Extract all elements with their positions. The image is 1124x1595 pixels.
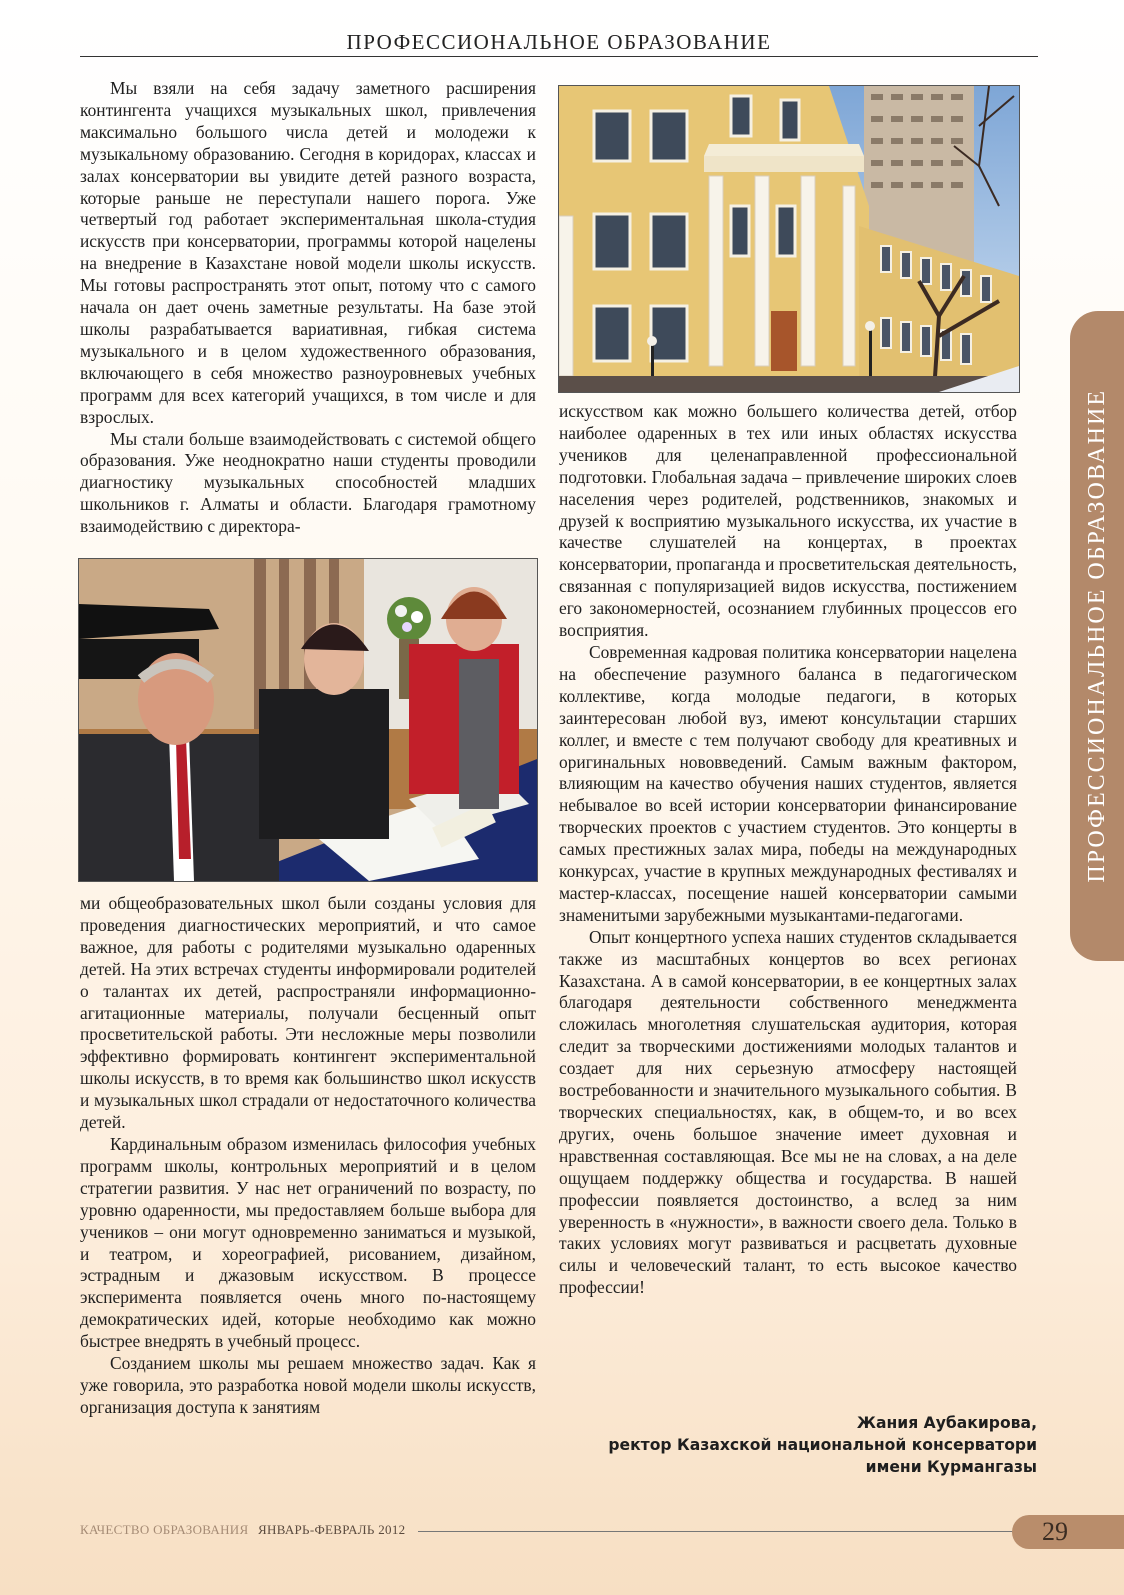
building-illustration xyxy=(559,86,1019,392)
page-number-tab xyxy=(1012,1515,1124,1549)
header-rule xyxy=(80,56,1038,57)
paragraph: Созданием школы мы решаем множество задач. Как я уже говорила, это разработка новой модели школы искусств, организация доступа к занятиям xyxy=(80,1353,536,1417)
paragraph: Опыт концертного успеха наших студентов складывается также из масштабных концертов во всех регионах Казахстана. А в самой консерватории, в ее концертных залах благодаря деятельности собственного менеджмента сложилась многолетняя слушательская аудитория, которая следит за творческими достижениями молодых талантов и создает для них серьезную атмосферу настоящей востребованности и значительного музыкального события. В творческих специальностях, как, в общем-то, и во всех других, очень большое значение имеет духовная и нравственная составляющая. Все мы не на словах, а на деле ощущаем поддержку общества и государства. В нашей профессии появляется достоинство, а вслед за ним уверенность в «нужности», в важности своего дела. Только в таких условиях могут развиваться и расцветать духовные силы и человеческий талант, то есть высокое качество профессии! xyxy=(559,926,1017,1298)
right-column xyxy=(559,401,1017,1299)
author-name: Жания Аубакирова, xyxy=(856,1414,1037,1432)
footer-magazine xyxy=(80,1522,405,1538)
footer-rule xyxy=(418,1531,1018,1532)
conservatory-building-photo xyxy=(558,85,1020,393)
paragraph: искусством как можно большего количества детей, отбор наиболее одаренных в тех или иных областях искусства учеников для целенаправленной профессиональной подготовки. Глобальная задача – привлечение широких слоев населения через родителей, родственников, знакомых и друзей к восприятию музыкального искусства, их участие в качестве слушателей на концертах, в проектах консерватории, пропаганда и просветительская деятельность, связанная с популяризацией видов искусства, постижением его закономерностей, осознанием глубинных процессов его восприятия. xyxy=(559,401,1017,641)
paragraph: Современная кадровая политика консерватории нацелена на обеспечение разумного баланса в педагогическом коллективе, когда молодые педагоги, в которых заинтересован любой вуз, имеют консультации старших коллег, и вместе с тем получают свободу для креативных и оригинальных нововведений. Самым важным фактором, влияющим на качество обучения наших студентов, является небывалое во всей истории консерватории финансирование творческих проектов с участием студентов. Это концерты в самых престижных залах мира, победы на международных конкурсах, участие в крупных международных фестивалях и мастер-классах, посещение нашей консерватории самыми знаменитыми зарубежными музыкантами-педагогами. xyxy=(559,641,1017,925)
paragraph: Мы стали больше взаимодействовать с системой общего образования. Уже неоднократно наши студенты проводили диагностику музыкальных способностей младших школьников г. Алматы и области. Благодаря грамотному взаимодействию с директора- xyxy=(80,428,536,537)
running-header: ПРОФЕССИОНАЛЬНОЕ ОБРАЗОВАНИЕ xyxy=(346,30,772,54)
issue-date: ЯНВАРЬ-ФЕВРАЛЬ 2012 xyxy=(258,1522,406,1537)
author-signature xyxy=(570,1412,1037,1478)
left-column-bottom xyxy=(80,893,536,1419)
magazine-name: КАЧЕСТВО ОБРАЗОВАНИЯ xyxy=(80,1522,249,1537)
author-institution: имени Курмангазы xyxy=(865,1458,1037,1476)
section-side-label xyxy=(1072,311,1122,961)
left-column-top xyxy=(80,78,536,538)
author-position: ректор Казахской национальной консерватори xyxy=(608,1436,1037,1454)
page-number: 29 xyxy=(1042,1517,1068,1546)
paragraph: ми общеобразовательных школ были созданы условия для проведения диагностических мероприятий, и что самое важное, для работы с родителями музыкально одаренных детей. На этих встречах студенты информировали родителей о талантах их детей, распространяли информационно-агитационные материалы, получали бесценный опыт просветительской работы. Эти несложные меры позволили эффективно формировать контингент экспериментальной школы искусств, в то время как большинство школ искусств и музыкальных школ страдали от недостаточного количества детей. xyxy=(80,893,536,1133)
side-tab-text: ПРОФЕССИОНАЛЬНОЕ ОБРАЗОВАНИЕ xyxy=(1083,389,1110,883)
signing-ceremony-photo xyxy=(78,558,538,882)
paragraph: Мы взяли на себя задачу заметного расширения контингента учащихся музыкальных школ, привлечения максимально большого числа детей и молодежи к музыкальному образованию. Сегодня в коридорах, классах и залах консерватории вы увидите детей разного возраста, которые раньше не переступали нашего порога. Уже четвертый год работает экспериментальная школа-студия искусств при консерватории, программы которой нацелены на внедрение в Казахстане новой модели школы искусств. Мы готовы распространять этот опыт, потому что с самого начала он дает очень заметные результаты. На базе этой школы разрабатывается вариативная, гибкая система музыкального и в целом художественного образования, включающего в себя множество разноуровневых учебных программ для всех категорий учащихся, в том числе и для взрослых. xyxy=(80,78,536,427)
signing-illustration xyxy=(79,559,537,881)
paragraph: Кардинальным образом изменилась философия учебных программ школы, контрольных мероприятий и в целом стратегии развития. У нас нет ограничений по возрасту, по уровню одаренности, мы предоставляем больше выбора для учеников – они могут одновременно заниматься и музыкой, и театром, и хореографией, рисованием, дизайном, эстрадным и джазовым искусством. В процессе эксперимента появляется очень много по-настоящему демократических идей, которые необходимо как можно быстрее внедрять в учебный процесс. xyxy=(80,1133,536,1352)
